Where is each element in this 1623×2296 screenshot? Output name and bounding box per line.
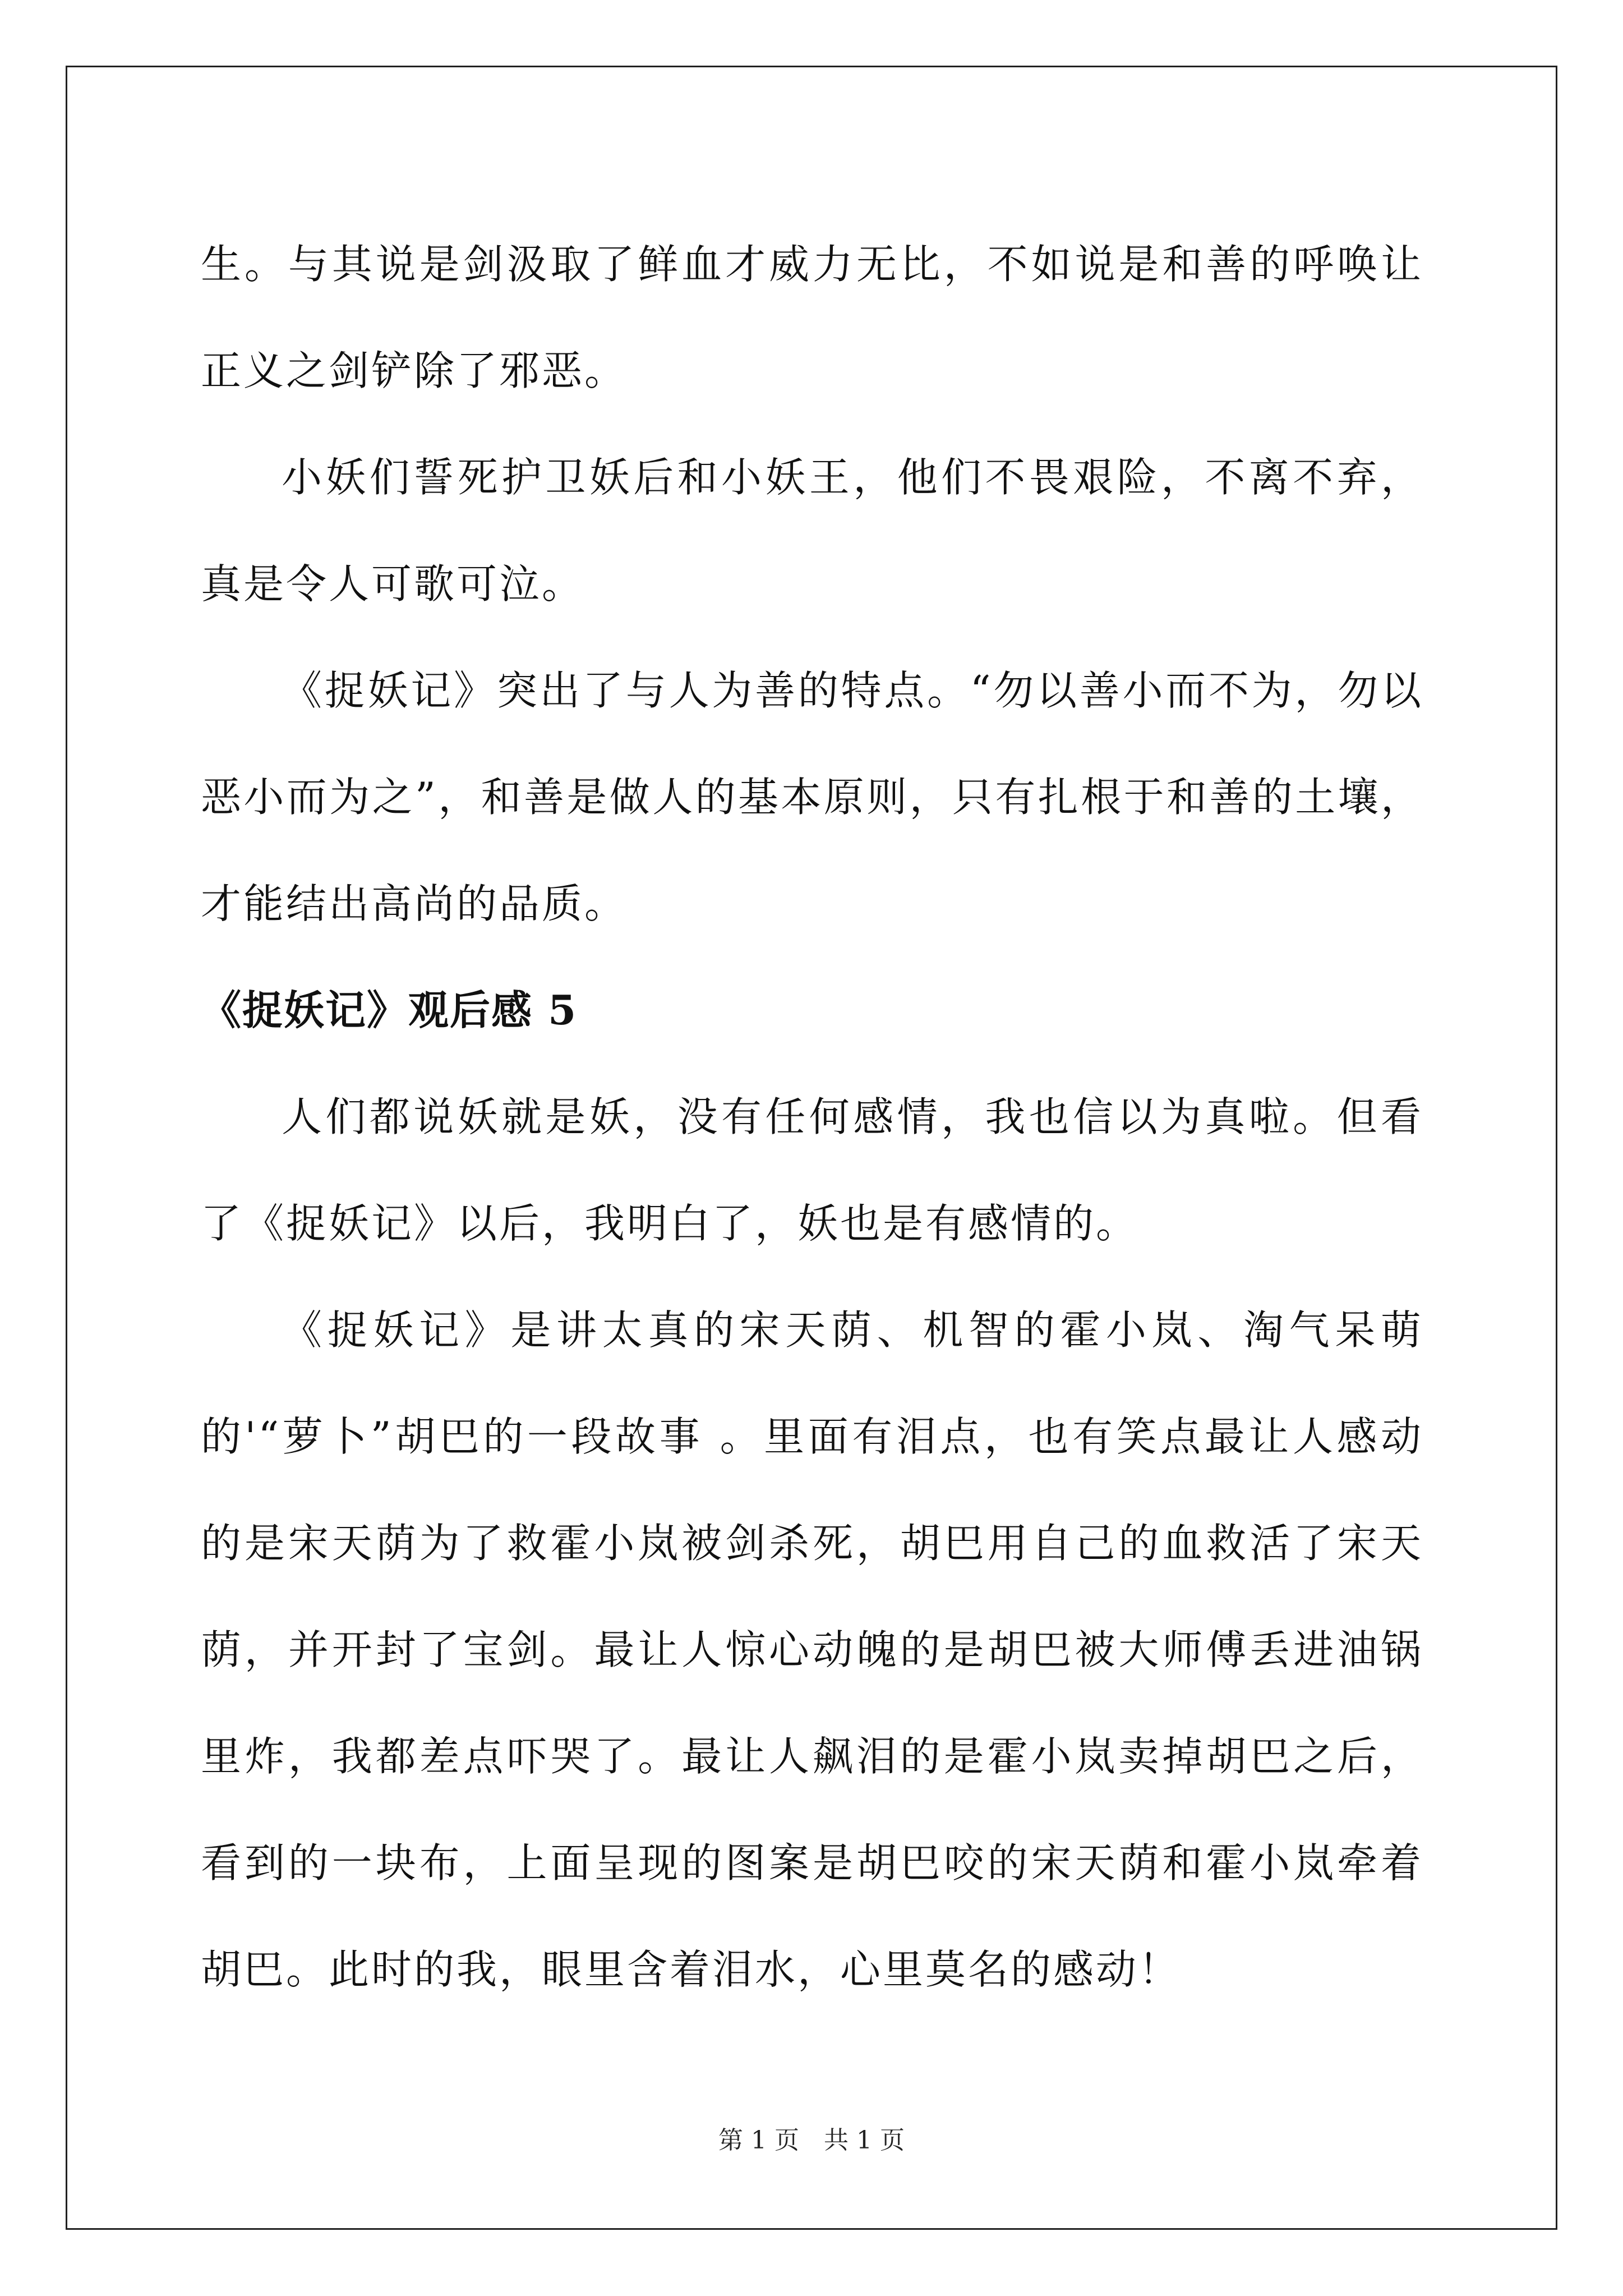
section-title: 《捉妖记》观后感 5	[201, 986, 578, 1034]
paragraph: 生。与其说是剑汲取了鲜血才威力无比，不如说是和善的呼唤让正义之剑铲除了邪恶。	[201, 241, 1423, 394]
paragraph: 人们都说妖就是妖，没有任何感情，我也信以为真啦。但看了《捉妖记》以后，我明白了，妖也是有感情的。	[201, 1093, 1423, 1247]
paragraph: 《捉妖记》是讲太真的宋天荫、机智的霍小岚、淘气呆萌的'“萝卜”胡巴的一段故事 。里面有泪点，也有笑点最让人感动的是宋天荫为了救霍小岚被剑杀死，胡巴用自己的血救活了宋天荫，并开封了宝剑。最让人惊心动魄的是胡巴被大师傅丢进油锅里炸，我都差点吓哭了。最让人飙泪的是霍小岚卖掉胡巴之后，看到的一块布，上面呈现的图案是胡巴咬的宋天荫和霍小岚牵着胡巴。此时的我，眼里含着泪水，心里莫名的感动！	[201, 1306, 1423, 1993]
paragraph: 《捉妖记》突出了与人为善的特点。“勿以善小而不为，勿以恶小而为之”，和善是做人的基本原则，只有扎根于和善的土壤，才能结出高尚的品质。	[201, 667, 1423, 927]
page-number: 第 1 页 共 1 页	[718, 2126, 905, 2155]
document-body	[201, 211, 1423, 2023]
paragraph: 小妖们誓死护卫妖后和小妖王，他们不畏艰险，不离不弃，真是令人可歌可泣。	[201, 454, 1423, 608]
